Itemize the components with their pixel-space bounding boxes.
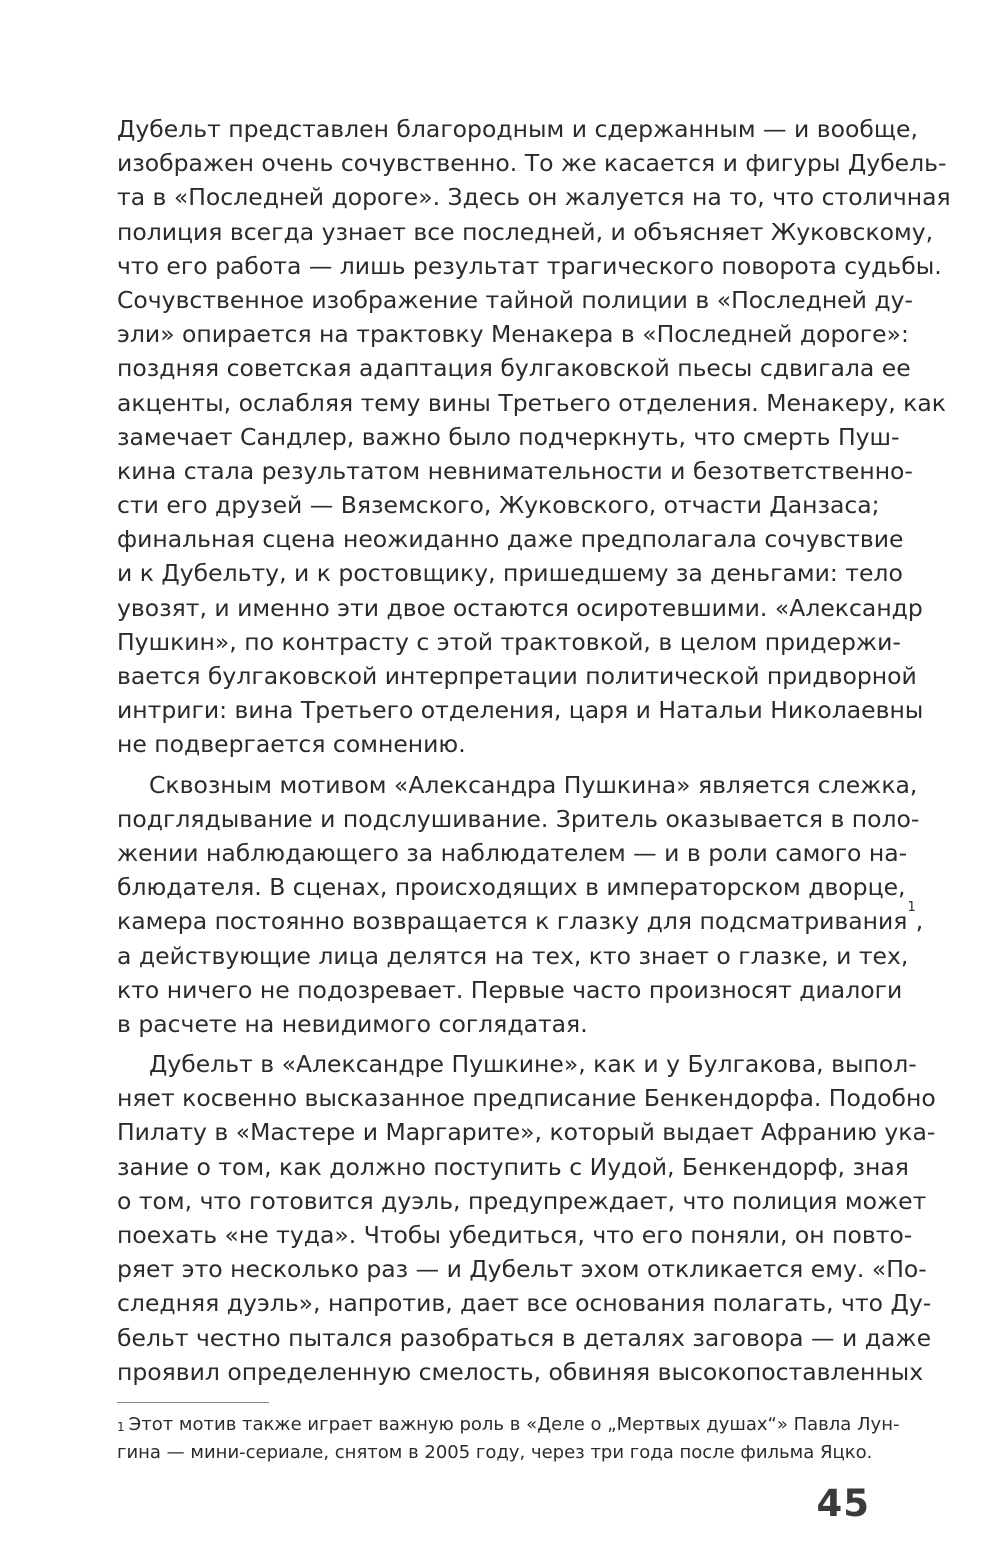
text-line: ряет это несколько раз — и Дубельт эхом откликается ему. «По- [117,1255,927,1284]
text-line: Дубельт в «Александре Пушкине», как и у Булгакова, выпол- [149,1050,917,1079]
page-number: 45 [816,1482,870,1525]
footnote-line: гина — мини-сериале, снятом в 2005 году, через три года после фильма Яцко. [117,1442,873,1463]
text-line: поехать «не туда». Чтобы убедиться, что его поняли, он повто- [117,1221,913,1249]
text-line: блюдателя. В сценах, происходящих в императорском дворце, [117,873,906,902]
text-line: няет косвенно высказанное предписание Бенкендорфа. Подобно [117,1084,936,1113]
footnote-line [117,1411,900,1439]
text-line: полиция всегда узнает все последней, и объясняет Жуковскому, [117,217,934,246]
text-line-with-footnote [117,900,924,938]
footnote-reference[interactable]: 1 [907,900,916,916]
text-line: следняя дуэль», напротив, дает все основания полагать, что Ду- [117,1289,932,1318]
text-line: вается булгаковской интерпретации политической придворной [117,662,917,690]
text-line: сти его друзей — Вяземского, Жуковского, отчасти Данзаса; [117,491,880,520]
text-line: в расчете на невидимого соглядатая. [117,1009,588,1038]
footnote [117,1411,900,1467]
footnote-divider [117,1402,269,1403]
paragraph-1 [117,112,951,762]
text-line: эли» опирается на трактовку Менакера в «Последней дороге»: [117,320,909,349]
text-line: что его работа — лишь результат трагического поворота судьбы. [117,251,942,280]
main-text [117,112,951,1389]
text-line: финальная сцена неожиданно даже предполагала сочувствие [117,525,904,554]
text-line: о том, что готовится дуэль, предупреждает, что полиция может [117,1186,927,1215]
text-line: Пилату в «Мастере и Маргарите», который выдает Афранию ука- [117,1118,936,1147]
footnote-text: Этот мотив также играет важную роль в «Деле о „Мертвых душах“» Павла Лун- [128,1414,900,1435]
text-line: жении наблюдающего за наблюдателем — и в роли самого на- [117,838,908,867]
text-line: а действующие лица делятся на тех, кто знает о глазке, и тех, [117,941,909,970]
text-line: кто ничего не подозревает. Первые часто произносят диалоги [117,975,903,1004]
text-line: Сквозным мотивом «Александра Пушкина» является слежка, [149,770,918,799]
text-line: Пушкин», по контрасту с этой трактовкой, в целом придержи- [117,627,901,656]
text-line: камера постоянно возвращается к глазку для подсматривания [117,907,908,936]
text-line: подглядывание и подслушивание. Зритель оказывается в поло- [117,804,920,833]
text-line: кина стала результатом невнимательности и безответственно- [117,456,913,485]
text-line: акценты, ослабляя тему вины Третьего отделения. Менакеру, как [117,388,946,417]
text-line: интриги: вина Третьего отделения, царя и Натальи Николаевны [117,696,924,725]
text-line: проявил определенную смелость, обвиняя высокопоставленных [117,1357,924,1386]
paragraph-2 [117,768,924,1042]
footnote-mark: 1 [117,1420,125,1434]
text-line: зание о том, как должно поступить с Иудой, Бенкендорф, зная [117,1152,909,1181]
punctuation: , [915,907,924,936]
text-line: и к Дубельту, и к ростовщику, пришедшему за деньгами: тело [117,559,903,588]
paragraph-3 [117,1047,936,1389]
text-line: бельт честно пытался разобраться в деталях заговора — и даже [117,1323,932,1352]
text-line: не подвергается сомнению. [117,730,466,759]
text-line: замечает Сандлер, важно было подчеркнуть, что смерть Пуш- [117,422,900,451]
text-line: Дубельт представлен благородным и сдержанным — и вообще, [117,115,918,143]
text-line: та в «Последней дороге». Здесь он жалуется на то, что столичная [117,183,951,212]
text-line: Сочувственное изображение тайной полиции в «Последней ду- [117,285,914,314]
text-line: поздняя советская адаптация булгаковской пьесы сдвигала ее [117,354,911,383]
text-line: увозят, и именно эти двое остаются осиротевшими. «Александр [117,593,923,622]
text-line: изображен очень сочувственно. То же касается и фигуры Дубель- [117,149,947,178]
